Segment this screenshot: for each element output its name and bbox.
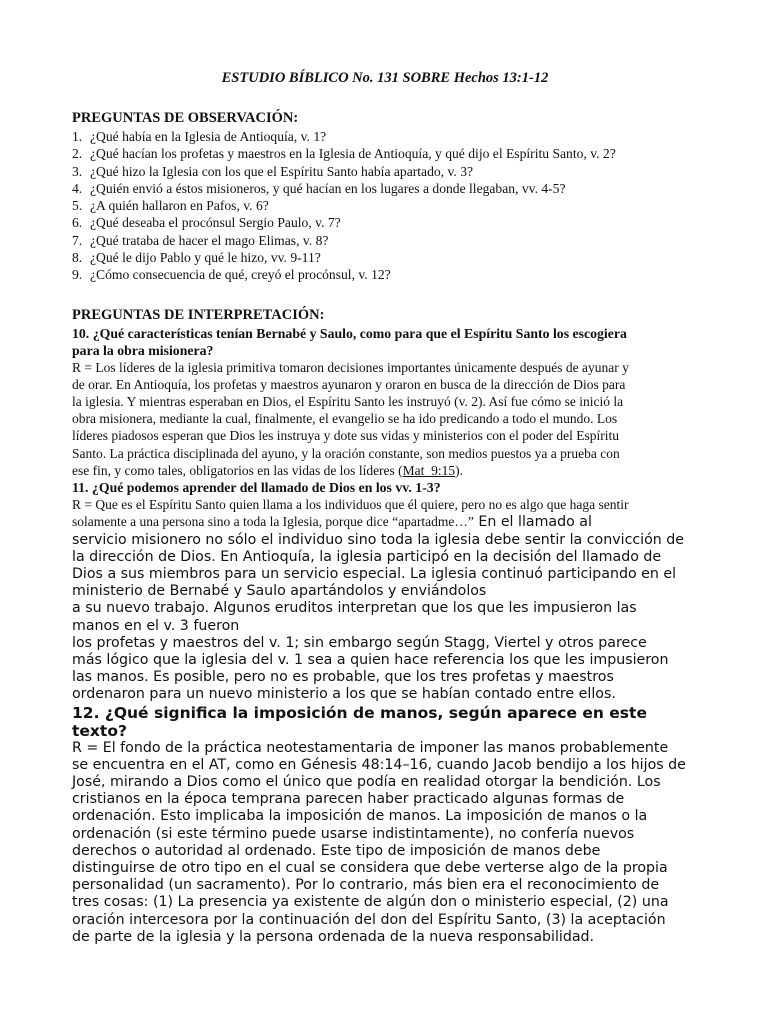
document-page — [72, 70, 698, 946]
observation-question: 8. ¿Qué le dijo Pablo y qué le hizo, vv. 9-11? — [72, 250, 321, 266]
observation-question: 7. ¿Qué trataba de hacer el mago Elimas, v. 8? — [72, 232, 329, 248]
observation-question: 9. ¿Cómo consecuencia de qué, creyó el procónsul, v. 12? — [72, 267, 391, 283]
observation-question: 3. ¿Qué hizo la Iglesia con los que el Espíritu Santo había apartado, v. 3? — [72, 163, 474, 179]
observation-question: 4. ¿Quién envió a éstos misioneros, y qué hacían en los lugares a donde llegaban, vv. 4-5? — [72, 180, 566, 196]
observation-question: 5. ¿A quién hallaron en Pafos, v. 6? — [72, 198, 269, 214]
observation-question-list — [72, 128, 698, 284]
scripture-reference-link[interactable]: Mat_9:15 — [402, 462, 456, 478]
observation-question: 2. ¿Qué hacían los profetas y maestros en la Iglesia de Antioquía, y qué dijo el Espíritu Santo, v. 2? — [72, 146, 616, 162]
answer-10: R = Los líderes de la iglesia primitiva tomaron decisiones importantes únicamente después de ayunar y de orar. En Antioquía, los profetas y maestros ayunaron y oraron en busca de la dirección de Dios para la iglesia. Y mientras esperaban en Dios, el Espíritu Santo les instruyó (v. 2). Así fue cómo se inició la obra misionera, mediante la cual, finalmente, el evangelio se ha ido predicando a todo el mundo. Los líderes piadosos esperan que Dios les instruya y dote sus vidas y ministerios con el poder del Espíritu Santo. La práctica disciplinada del ayuno, y la oración constante, son medios puestos ya a prueba con ese fin, y como tales, obligatorios en las vidas de los líderes (Mat_9:15). — [72, 359, 629, 478]
interpretation-heading: PREGUNTAS DE INTERPRETACIÓN: — [72, 306, 325, 323]
question-11: 11. ¿Qué podemos aprender del llamado de Dios en los vv. 1-3? — [72, 480, 441, 496]
answer-12: R = El fondo de la práctica neotestamentaria de imponer las manos probablemente se encuentra en el AT, como en Génesis 48:14–16, cuando Jacob bendijo a los hijos de José, mirando a Dios como el único que podía en realidad otorgar la bendición. Los cristianos en la época temprana parecen haber practicado algunas formas de ordenación. Esto implicaba la imposición de manos. La imposición de manos o la ordenación (si este término puede usarse indistintamente), no confería nuevos derechos o autoridad al ordenado. Este tipo de imposición de manos debe distinguirse de otro tipo en el cual se considera que debe verterse algo de la propia personalidad (un sacramento). Por lo contrario, más bien era el reconocimiento de tres cosas: (1) La presencia ya existente de algún don o ministerio especial, (2) una oración intercesora por la continuación del don del Espíritu Santo, (3) la aceptación de parte de la iglesia y la persona ordenada de la nueva responsabilidad. — [72, 739, 686, 945]
question-12: 12. ¿Qué significa la imposición de manos, según aparece en este texto? — [72, 703, 647, 740]
observation-question: 6. ¿Qué deseaba el procónsul Sergio Paulo, v. 7? — [72, 215, 341, 231]
question-10: 10. ¿Qué características tenían Bernabé y Saulo, como para que el Espíritu Santo los escogiera para la obra misionera? — [72, 325, 627, 358]
observation-heading: PREGUNTAS DE OBSERVACIÓN: — [72, 110, 299, 126]
answer-11: R = Que es el Espíritu Santo quien llama a los individuos que él quiere, pero no es algo que haga sentir solamente a una persona sino a toda la Iglesia, porque dice “apartadme…” En el llamado al servicio misionero no sólo el individuo sino toda la iglesia debe sentir la convicción de la dirección de Dios. En Antioquía, la iglesia participó en la decisión del llamado de Dios a sus miembros para un servicio especial. La iglesia continuó participando en el ministerio de Bernabé y Saulo apartándolos y enviándolos a su nuevo trabajo. Algunos eruditos interpretan que los que les impusieron las manos en el v. 3 fueron los profetas y maestros del v. 1; sin embargo según Stagg, Viertel y otros parece más lógico que la iglesia del v. 1 sea a quien hace referencia los que les impusieron las manos. Es posible, pero no es probable, que los tres profetas y maestros ordenaron para un nuevo ministerio a los que se habían contado entre ellos. — [72, 497, 685, 703]
document-title: ESTUDIO BÍBLICO No. 131 SOBRE Hechos 13:1-12 — [221, 70, 549, 86]
observation-question: 1. ¿Qué había en la Iglesia de Antioquía, v. 1? — [72, 129, 327, 144]
